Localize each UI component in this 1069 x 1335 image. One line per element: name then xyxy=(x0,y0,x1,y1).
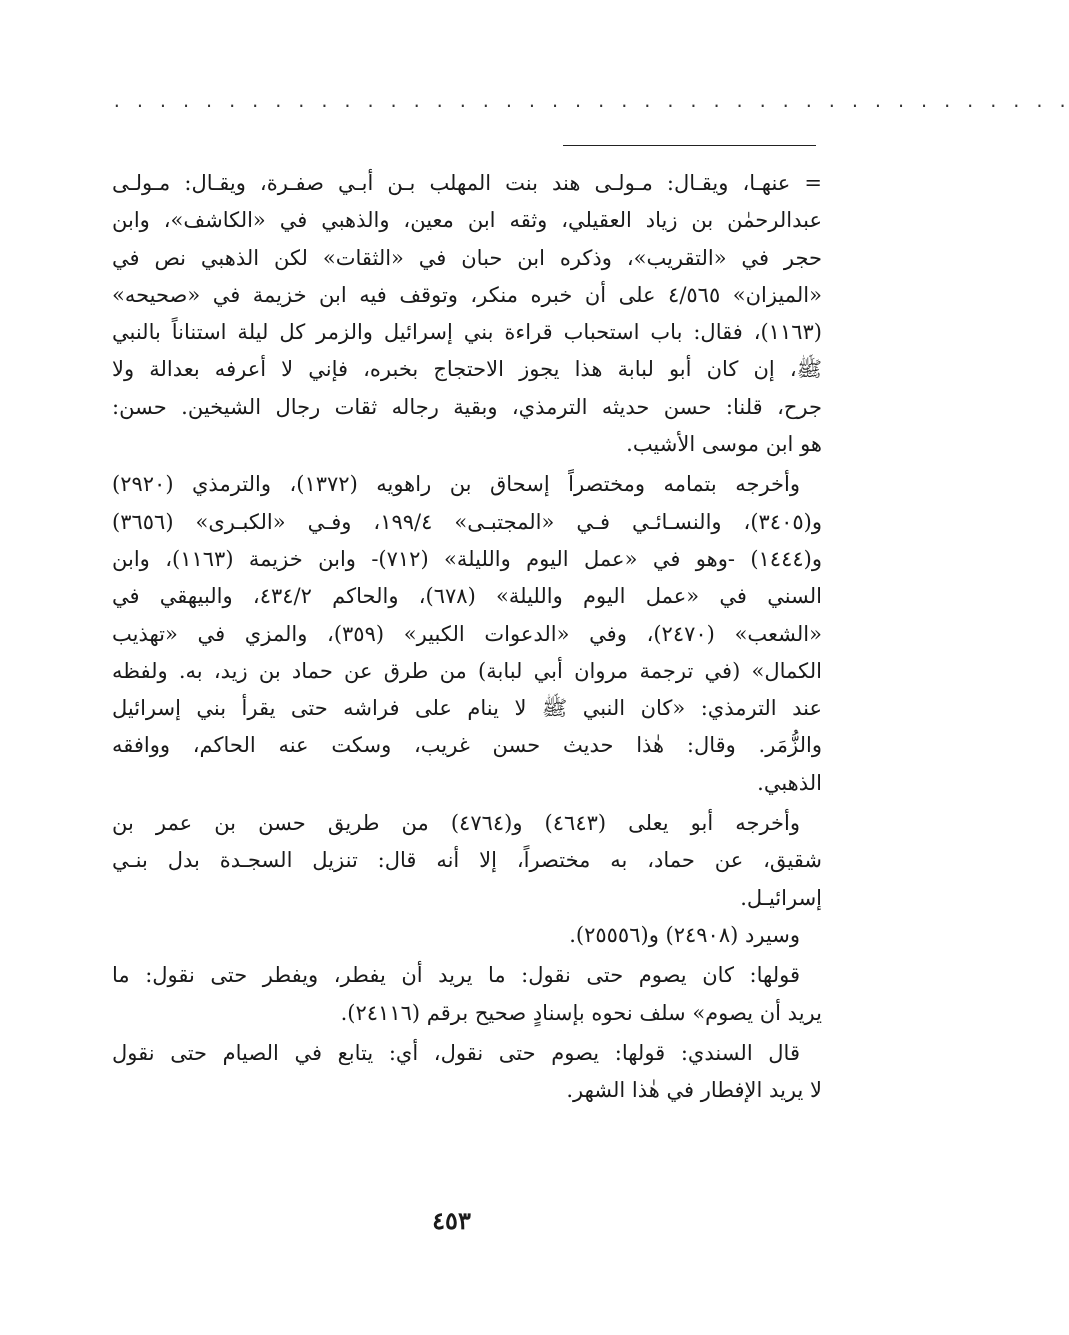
text-line: الكمال» (في ترجمة مروان أبي لبابة) من طرق عن حماد بن زيد، به. ولفظه xyxy=(112,658,822,683)
footnotes-block xyxy=(112,165,822,1109)
text-line: لا يريد الإفطار في هٰذا الشهر. xyxy=(566,1078,822,1103)
footnote-paragraph-1 xyxy=(112,165,822,463)
text-line: ﷺ، إن كان أبو لبابة هذا يجوز الاحتجاج بخبره، فإني لا أعرفه بعدالة ولا xyxy=(112,357,822,382)
footnote-paragraph-4 xyxy=(112,917,822,954)
text-line: = عنهـا، ويقـال: مـولـى هند بنت المهلب بـن أبـي صفـرة، ويقـال: مـولـى xyxy=(112,171,822,195)
footnote-rule xyxy=(563,145,816,146)
footnote-paragraph-3 xyxy=(112,805,822,917)
text-line: وأخرجه بتمامه ومختصراً إسحاق بن راهويه (١٣٧٢)، والترمذي (٢٩٢٠) xyxy=(112,472,800,497)
text-line: «الميزان» ٤/٥٦٥ على أن خبره منكر، وتوقف فيه ابن خزيمة في «صحيحه» xyxy=(112,282,822,307)
text-line: وأخرجه أبو يعلى (٤٦٤٣) و(٤٧٦٤) من طريق حسن بن عمر بن xyxy=(112,811,800,836)
text-line: إسرائيـل. xyxy=(740,885,822,910)
text-line: هو ابن موسى الأشيب. xyxy=(626,432,822,457)
footnote-separator-dots: . . . . . . . . . . . . . . . . . . . . . . . . . . . . . . . . . . . . . . . . . . xyxy=(112,92,1069,111)
text-line: و(٣٤٠٥)، والنسـائـي فـي «المجتبـى» ١٩٩/٤، وفـي «الكبـرى» (٣٦٥٦) xyxy=(112,509,822,534)
text-line: شقيق، عن حماد، به مختصراً، إلا أنه قال: تنزيل السجـدة بدل بنـي xyxy=(112,848,822,873)
text-line: قال السندي: قولها: يصوم حتى نقول، أي: يتابع في الصيام حتى نقول xyxy=(112,1040,800,1065)
text-line: حجر في «التقريب»، وذكره ابن حبان في «الثقات» لكن الذهبي نص في xyxy=(112,245,822,270)
text-line: عبدالرحمٰن بن زياد العقيلي، وثقه ابن معين، والذهبي في «الكاشف»، وابن xyxy=(112,208,822,233)
footnote-paragraph-2 xyxy=(112,466,822,802)
text-line: (١١٦٣)، فقال: باب استحباب قراءة بني إسرائيل والزمر كل ليلة استناناً بالنبي xyxy=(112,320,822,345)
text-line: قولها: كان يصوم حتى نقول: ما يريد أن يفطر، ويفطر حتى نقول: ما xyxy=(112,963,800,988)
text-line: يريد أن يصوم» سلف نحوه بإسنادٍ صحيح برقم (٢٤١١٦). xyxy=(340,1000,822,1025)
text-line: السني في «عمل اليوم والليلة» (٦٧٨)، والحاكم ٤٣٤/٢، والبيهقي في xyxy=(112,584,823,609)
text-line: عند الترمذي: «كان النبي ﷺ لا ينام على فراشه حتى يقرأ بني إسرائيل xyxy=(112,696,822,721)
text-line: جرح، قلنا: حسن حديثه الترمذي، وبقية رجاله ثقات رجال الشيخين. حسن: xyxy=(112,394,822,419)
footnote-paragraph-6 xyxy=(112,1035,822,1110)
text-line: والزُّمَر. وقال: هٰذا حديث حسن غريب، وسكت عنه الحاكم، ووافقه xyxy=(112,733,822,758)
text-line: وسيرد (٢٤٩٠٨) و(٢٥٥٥٦). xyxy=(569,922,800,947)
text-line: «الشعب» (٢٤٧٠)، وفي «الدعوات الكبير» (٣٥٩)، والمزي في «تهذيب xyxy=(112,621,822,646)
footnote-paragraph-5 xyxy=(112,957,822,1032)
page-number: ٤٥٣ xyxy=(432,1206,471,1235)
text-line: الذهبي. xyxy=(757,770,822,795)
text-line: و(١٤٤٤) -وهو في «عمل اليوم والليلة» (٧١٢)- وابن خزيمة (١١٦٣)، وابن xyxy=(112,546,822,571)
